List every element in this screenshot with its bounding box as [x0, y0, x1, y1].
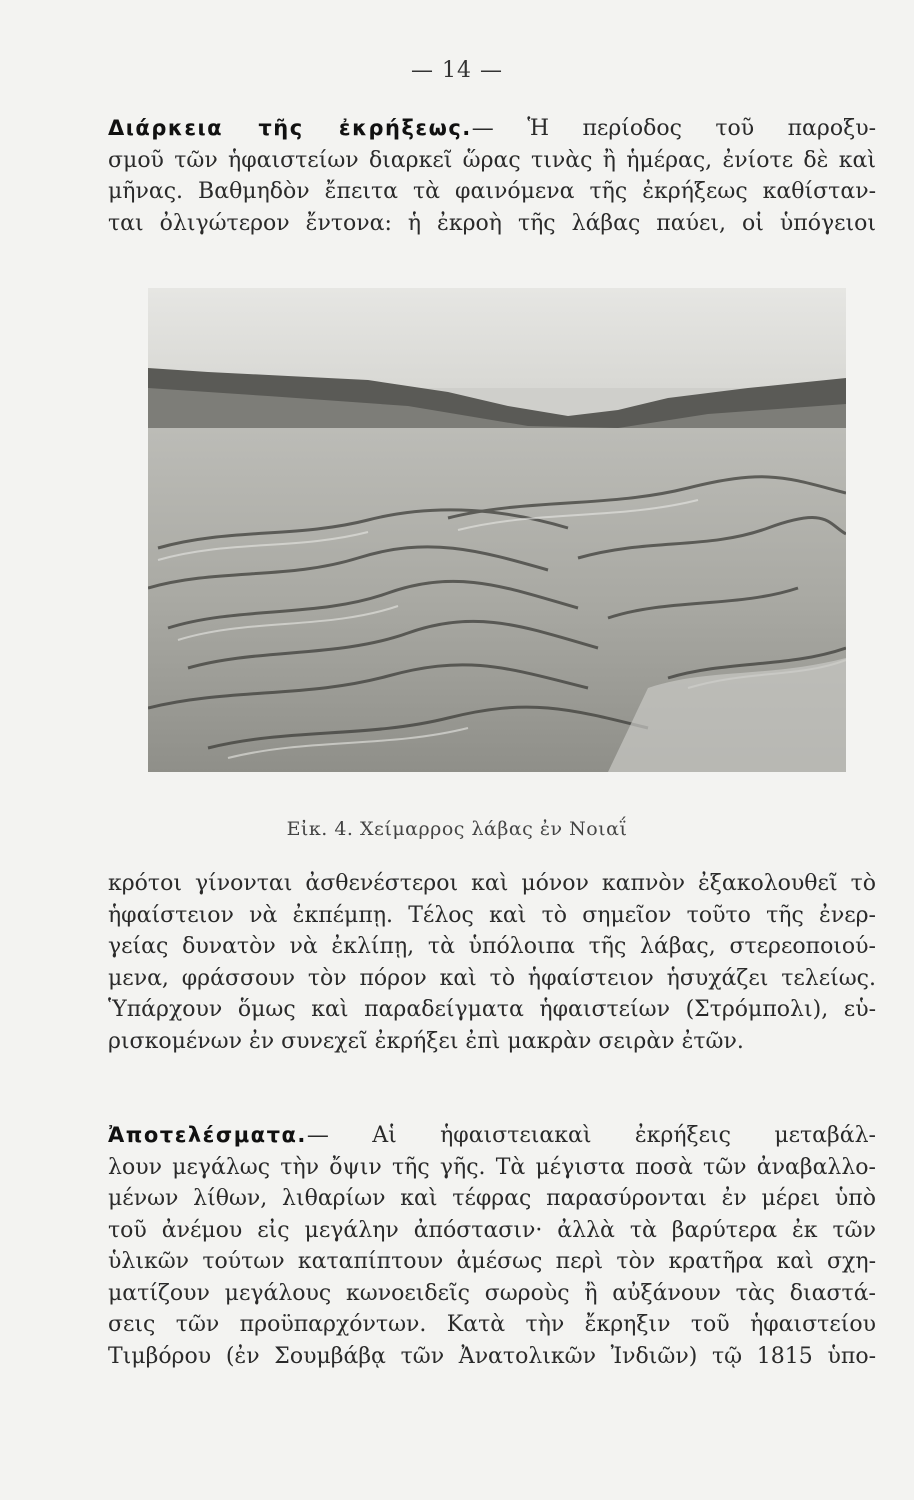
paragraph-line: μῆνας. Βαθμηδὸν ἔπειτα τὰ φαινόμενα τῆς ἐκρήξεως καθίσταν- — [108, 179, 876, 204]
paragraph-line: σεις τῶν προϋπαρχόντων. Κατὰ τὴν ἔκρηξιν τοῦ ἡφαιστείου — [108, 1312, 876, 1337]
paragraph-line: τοῦ ἀνέμου εἰς μεγάλην ἀπόστασιν· ἀλλὰ τὰ βαρύτερα ἐκ τῶν — [108, 1217, 876, 1243]
heading-continuation: — Αἱ ἡφαιστειακαὶ ἐκρήξεις μεταβάλ- — [306, 1123, 876, 1148]
section-heading-duration: Διάρκεια τῆς ἐκρήξεως. — [108, 116, 472, 140]
paragraph-results — [108, 1120, 876, 1372]
figure-caption: Εἰκ. 4. Χείμαρρος λάβας ἐν Νοιαΐ — [286, 818, 628, 840]
paragraph-line: ἡφαίστειον νὰ ἐκπέμπῃ. Τέλος καὶ τὸ σημεῖον τοῦτο τῆς ἐνερ- — [108, 902, 876, 928]
paragraph-line: λουν μεγάλως τὴν ὄψιν τῆς γῆς. Τὰ μέγιστα ποσὰ τῶν ἀναβαλλο- — [108, 1154, 876, 1180]
paragraph-line: Τιμβόρου (ἐν Σουμβάβᾳ τῶν Ἀνατολικῶν Ἰνδιῶν) τῷ 1815 ὑπο- — [108, 1343, 876, 1369]
paragraph-line: ὑλικῶν τούτων καταπίπτουν ἀμέσως περὶ τὸν κρατῆρα καὶ σχη- — [108, 1249, 876, 1274]
paragraph-continuation — [108, 868, 876, 1057]
paragraph-duration — [108, 113, 876, 239]
paragraph-line — [108, 1120, 876, 1152]
paragraph-line — [108, 113, 876, 145]
paragraph-line: ται ὀλιγώτερον ἔντονα: ἡ ἐκροὴ τῆς λάβας παύει, οἱ ὑπόγειοι — [108, 210, 876, 236]
lava-flow-photograph — [148, 288, 846, 772]
page-number: — 14 — — [411, 58, 503, 83]
paragraph-line: Ὑπάρχουν ὅμως καὶ παραδείγματα ἡφαιστείων (Στρόμπολι), εὑ- — [108, 997, 876, 1022]
paragraph-line: σμοῦ τῶν ἡφαιστείων διαρκεῖ ὥρας τινὰς ἢ ἡμέρας, ἐνίοτε δὲ καὶ — [108, 147, 876, 173]
heading-continuation: — Ἡ περίοδος τοῦ παροξυ- — [471, 116, 877, 141]
paragraph-line: κρότοι γίνονται ἀσθενέστεροι καὶ μόνον καπνὸν ἐξακολουθεῖ τὸ — [108, 871, 876, 896]
paragraph-line: ματίζουν μεγάλους κωνοειδεῖς σωροὺς ἢ αὐξάνουν τὰς διαστά- — [108, 1280, 876, 1306]
paragraph-line: ρισκομένων ἐν συνεχεῖ ἐκρήξει ἐπὶ μακρὰν σειρὰν ἐτῶν. — [108, 1028, 744, 1054]
section-heading-results: Ἀποτελέσματα. — [108, 1123, 307, 1147]
paragraph-line: μενα, φράσσουν τὸν πόρον καὶ τὸ ἡφαίστειον ἡσυχάζει τελείως. — [108, 965, 876, 991]
paragraph-line: μένων λίθων, λιθαρίων καὶ τέφρας παρασύρονται ἐν μέρει ὑπὸ — [108, 1186, 876, 1211]
paragraph-line: γείας δυνατὸν νὰ ἐκλίπῃ, τὰ ὑπόλοιπα τῆς λάβας, στερεοποιού- — [108, 934, 876, 959]
